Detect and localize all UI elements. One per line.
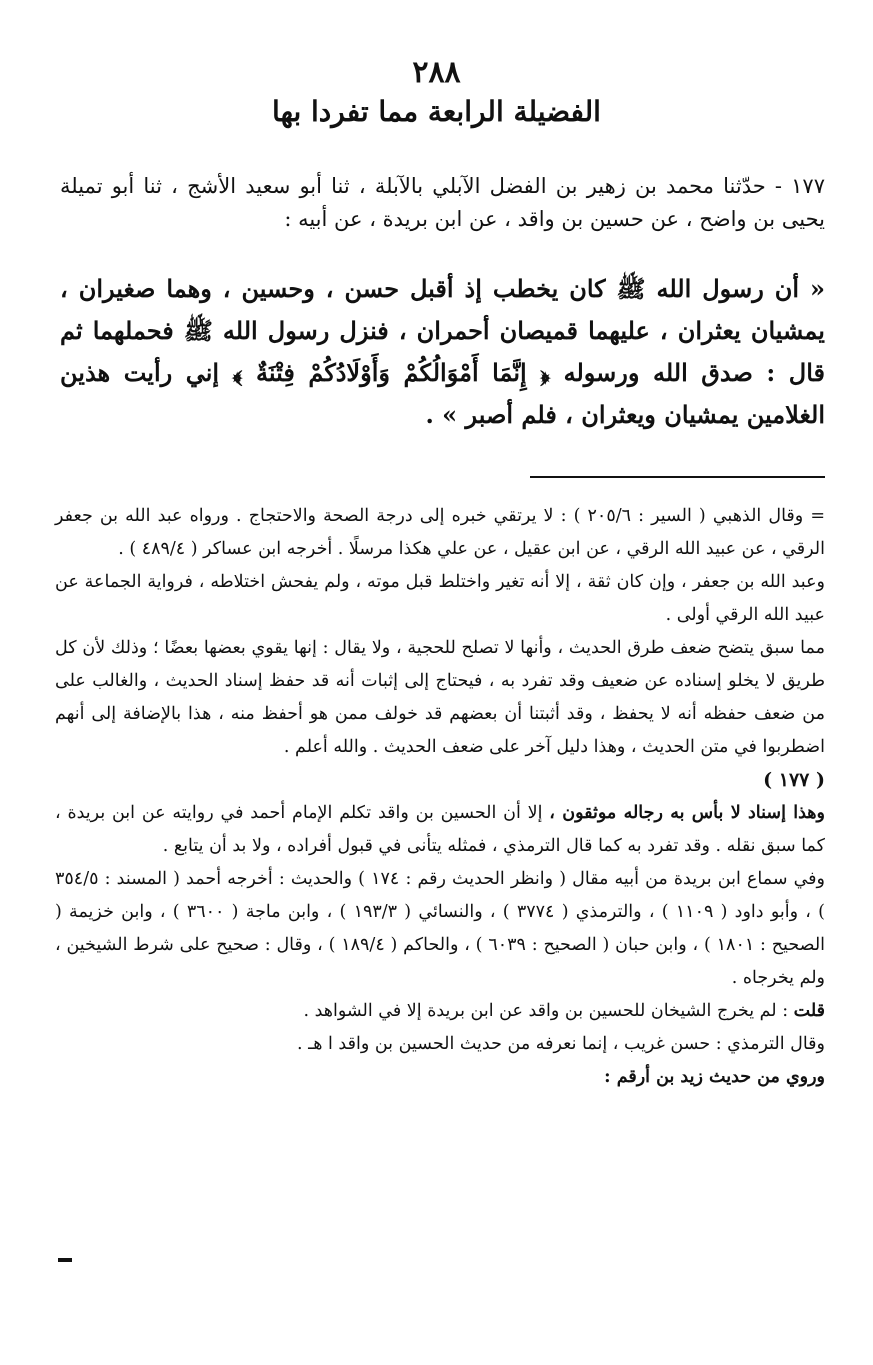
footnote-text: : لم يخرج الشيخان للحسين بن واقد عن ابن بريدة إلا في الشواهد . xyxy=(303,1001,794,1021)
footnote-paragraph: = وقال الذهبي ( السير : ٢٠٥/٦ ) : لا يرتقي خبره إلى درجة الصحة والاحتجاج . ورواه عبد الله بن جعفر الرقي ، عن عبيد الله الرقي ، عن ابن عقيل ، عن علي هكذا مرسلًا . أخرجه ابن عساكر ( ٤٨٩/٤ ) . xyxy=(55,506,825,559)
page-number: ٢٨٨ xyxy=(412,55,461,90)
footnote-paragraph: وعبد الله بن جعفر ، وإن كان ثقة ، إلا أنه تغير واختلط قبل موته ، ولم يفحش اختلاطه ، فرواية الجماعة عن عبيد الله الرقي أولى . xyxy=(55,572,825,625)
footnote-paragraph: وفي سماع ابن بريدة من أبيه مقال ( وانظر الحديث رقم : ١٧٤ ) والحديث : أخرجه أحمد ( المسند : ٣٥٤/٥ ) ، وأبو داود ( ١١٠٩ ) ، والترمذي ( ٣٧٧٤ ) ، والنسائي ( ١٩٣/٣ ) ، وابن ماجة ( ٣٦٠٠ ) ، وابن خزيمة ( الصحيح : ١٨٠١ ) ، وابن حبان ( الصحيح : ٦٠٣٩ ) ، والحاكم ( ١٨٩/٤ ) ، وقال : صحيح على شرط الشيخين ، ولم يخرجاه . xyxy=(55,869,826,988)
hadith-isnad: ١٧٧ - حدّثنا محمد بن زهير بن الفضل الآبلي بالآبلة ، ثنا أبو سعيد الأشج ، ثنا أبو تميلة يحيى بن واضح ، عن حسين بن واقد ، عن ابن بريدة ، عن أبيه : xyxy=(60,174,825,231)
section-heading: الفضيلة الرابعة مما تفردا بها xyxy=(272,95,601,128)
footnote-paragraph: مما سبق يتضح ضعف طرق الحديث ، وأنها لا تصلح للحجية ، ولا يقال : إنها يقوي بعضها بعضًا ؛ وذلك لأن كل طريق لا يخلو إسناده عن ضعيف وقد تفرد به ، فيحتاج إلى إثبات أنه قد حفظ إسناد الحديث ، والغالب على من ضعف حفظه أنه لا يحفظ ، وقد أثبتنا أن بعضهم قد خولف ممن هو أحفظ منه ، هذا بالإضافة إلى أنهم اضطربوا في متن الحديث ، وهذا دليل آخر على ضعف الحديث . والله أعلم . xyxy=(55,638,825,757)
hadith-text: « أن رسول الله ﷺ كان يخطب إذ أقبل حسن ، وحسين ، وهما صغيران ، يمشيان يعثران ، عليهما قميصان أحمران ، فنزل رسول الله ﷺ فحملهما ثم قال : صدق الله ورسوله ﴿ إِنَّمَا أَمْوَالُكُمْ وَأَوْلَادُكُمْ فِتْنَةٌ ﴾ إني رأيت هذين الغلامين يمشيان ويعثران ، فلم أصبر » . xyxy=(60,274,825,429)
footnote-paragraph: وقال الترمذي : حسن غريب ، إنما نعرفه من حديث الحسين بن واقد ا هـ . xyxy=(296,1034,825,1054)
footnote-reference: ( ١٧٧ ) xyxy=(763,769,825,791)
footnote-separator xyxy=(530,476,825,478)
footnotes xyxy=(55,500,825,1094)
bold-phrase: قلت xyxy=(793,1001,825,1021)
footnote-paragraph xyxy=(55,995,825,1028)
footnote-paragraph xyxy=(55,797,825,863)
footnote-paragraph: وروي من حديث زيد بن أرقم : xyxy=(604,1067,825,1087)
continuation-mark xyxy=(58,1258,72,1262)
footnote-text: إلا أن الحسين بن واقد تكلم الإمام أحمد في روايته عن ابن بريدة ، كما سبق نقله . وقد تفرد به كما قال الترمذي ، فمثله يتأنى في قبول أفراده ، ولا بد أن يتابع . xyxy=(55,803,825,856)
bold-phrase: وهذا إسناد لا بأس به رجاله موثقون ، xyxy=(549,803,825,823)
